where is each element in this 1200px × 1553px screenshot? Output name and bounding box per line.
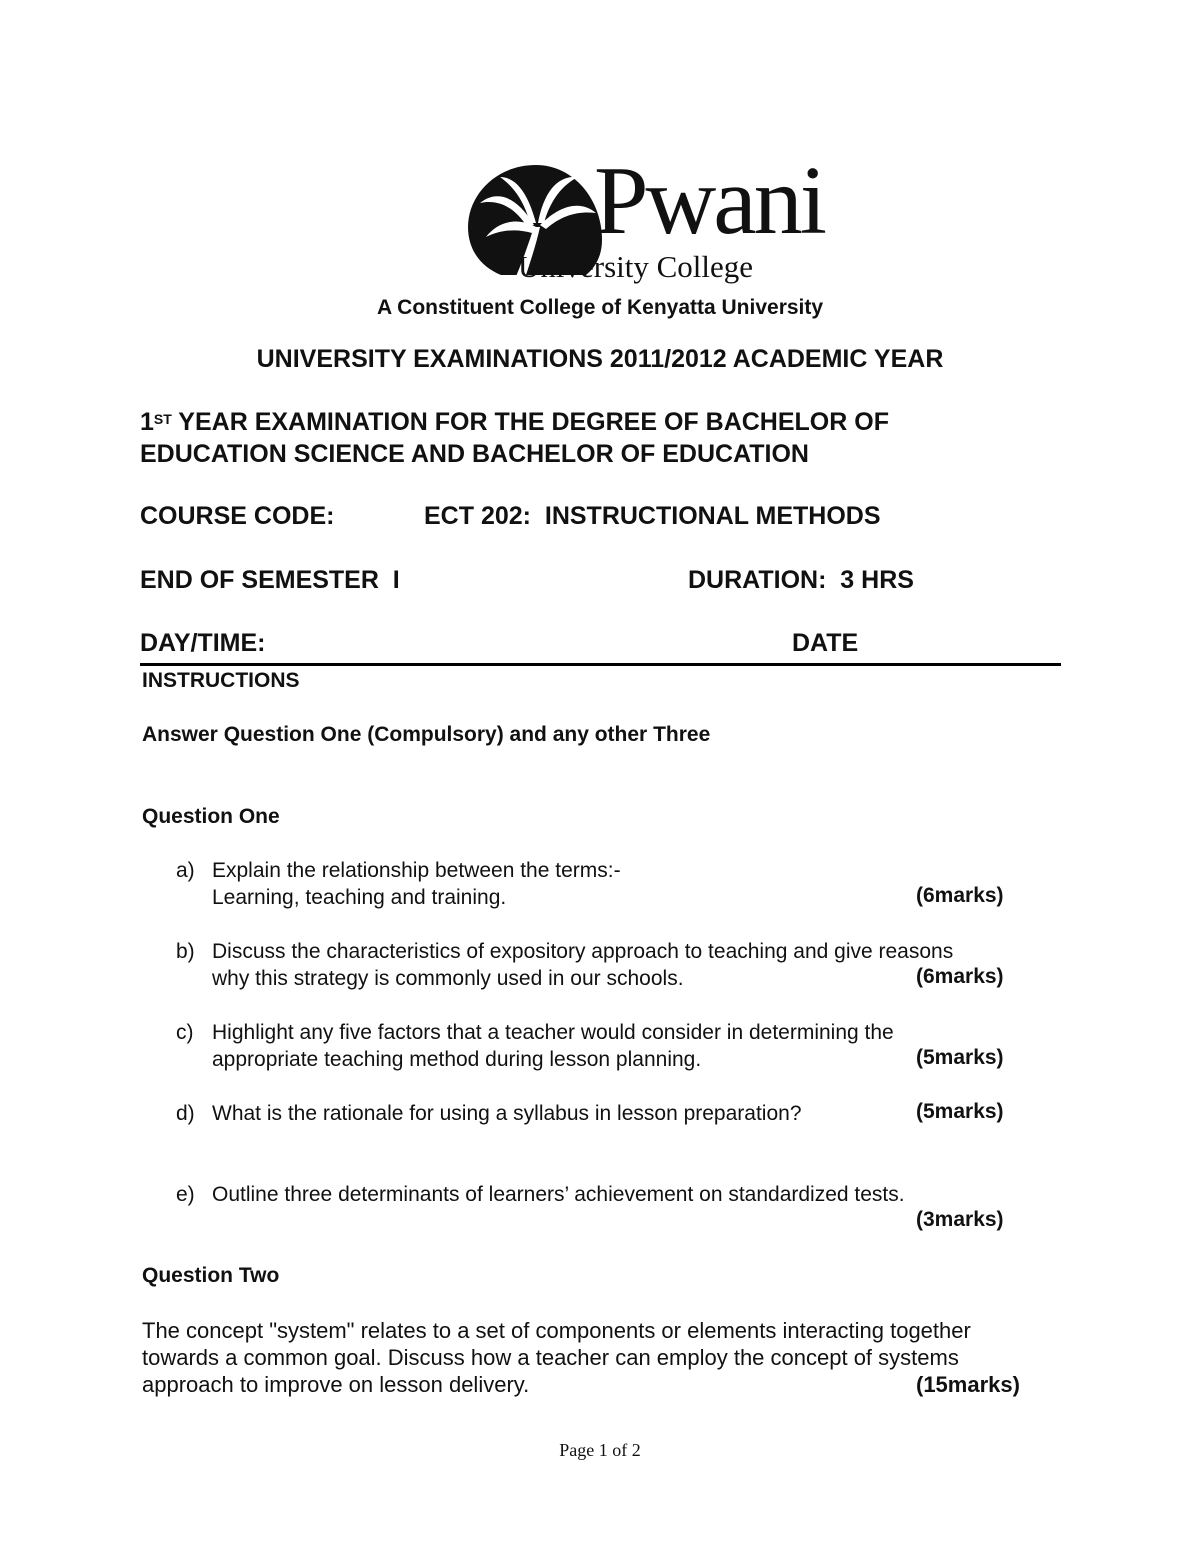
degree-line-2: EDUCATION SCIENCE AND BACHELOR OF EDUCATION	[140, 440, 809, 468]
item-e-line-1: Outline three determinants of learners’ achievement on standardized tests.	[212, 1183, 905, 1206]
item-d-letter: d)	[176, 1102, 195, 1125]
pwani-logo	[466, 147, 824, 285]
item-c-marks: (5marks)	[916, 1046, 1004, 1069]
item-c-line-1: Highlight any five factors that a teacher would consider in determining the	[212, 1021, 894, 1044]
logo-wordmark: Pwani	[594, 147, 824, 255]
degree-line-1: YEAR EXAMINATION FOR THE DEGREE OF BACHELOR OF	[171, 408, 889, 436]
duration-label: DURATION: 3 HRS	[688, 566, 914, 594]
item-a-line-2: Learning, teaching and training.	[212, 886, 507, 909]
instructions-title: INSTRUCTIONS	[142, 669, 300, 692]
page-number: Page 1 of 2	[559, 1440, 641, 1460]
item-e-marks: (3marks)	[916, 1208, 1004, 1231]
logo-subtitle: University College	[518, 249, 754, 284]
constituent-line: A Constituent College of Kenyatta University	[376, 296, 824, 319]
question-two-marks: (15marks)	[916, 1372, 1020, 1397]
item-b-marks: (6marks)	[916, 965, 1004, 988]
item-b-letter: b)	[176, 940, 195, 963]
item-c-letter: c)	[176, 1021, 194, 1044]
question-two-line-3: approach to improve on lesson delivery.	[142, 1372, 530, 1397]
exams-heading: UNIVERSITY EXAMINATIONS 2011/2012 ACADEMIC YEAR	[256, 345, 944, 373]
year-number: 1	[140, 408, 154, 436]
question-two-line-1: The concept "system" relates to a set of components or elements interacting together	[142, 1318, 971, 1343]
question-one-title: Question One	[142, 805, 280, 828]
item-e-letter: e)	[176, 1183, 195, 1206]
item-b-line-2: why this strategy is commonly used in our schools.	[212, 967, 684, 990]
question-two-line-2: towards a common goal. Discuss how a teacher can employ the concept of systems	[142, 1345, 959, 1370]
header-divider	[140, 663, 1061, 666]
date-label: DATE	[792, 629, 859, 657]
item-a-letter: a)	[176, 859, 195, 882]
semester-label: END OF SEMESTER I	[140, 566, 400, 594]
question-two-title: Question Two	[142, 1264, 280, 1287]
degree-heading	[140, 406, 889, 438]
daytime-label: DAY/TIME:	[140, 629, 266, 657]
course-code-value: ECT 202: INSTRUCTIONAL METHODS	[424, 502, 881, 530]
year-suffix: ST	[153, 411, 172, 427]
item-b-line-1: Discuss the characteristics of expository approach to teaching and give reasons	[212, 940, 954, 963]
item-d-line-1: What is the rationale for using a syllabus in lesson preparation?	[212, 1102, 802, 1125]
item-d-marks: (5marks)	[916, 1100, 1004, 1123]
instructions-text: Answer Question One (Compulsory) and any other Three	[142, 723, 711, 746]
item-c-line-2: appropriate teaching method during lesson planning.	[212, 1048, 702, 1071]
item-a-line-1: Explain the relationship between the terms:-	[212, 859, 621, 882]
item-a-marks: (6marks)	[916, 884, 1004, 907]
course-code-label: COURSE CODE:	[140, 502, 335, 530]
